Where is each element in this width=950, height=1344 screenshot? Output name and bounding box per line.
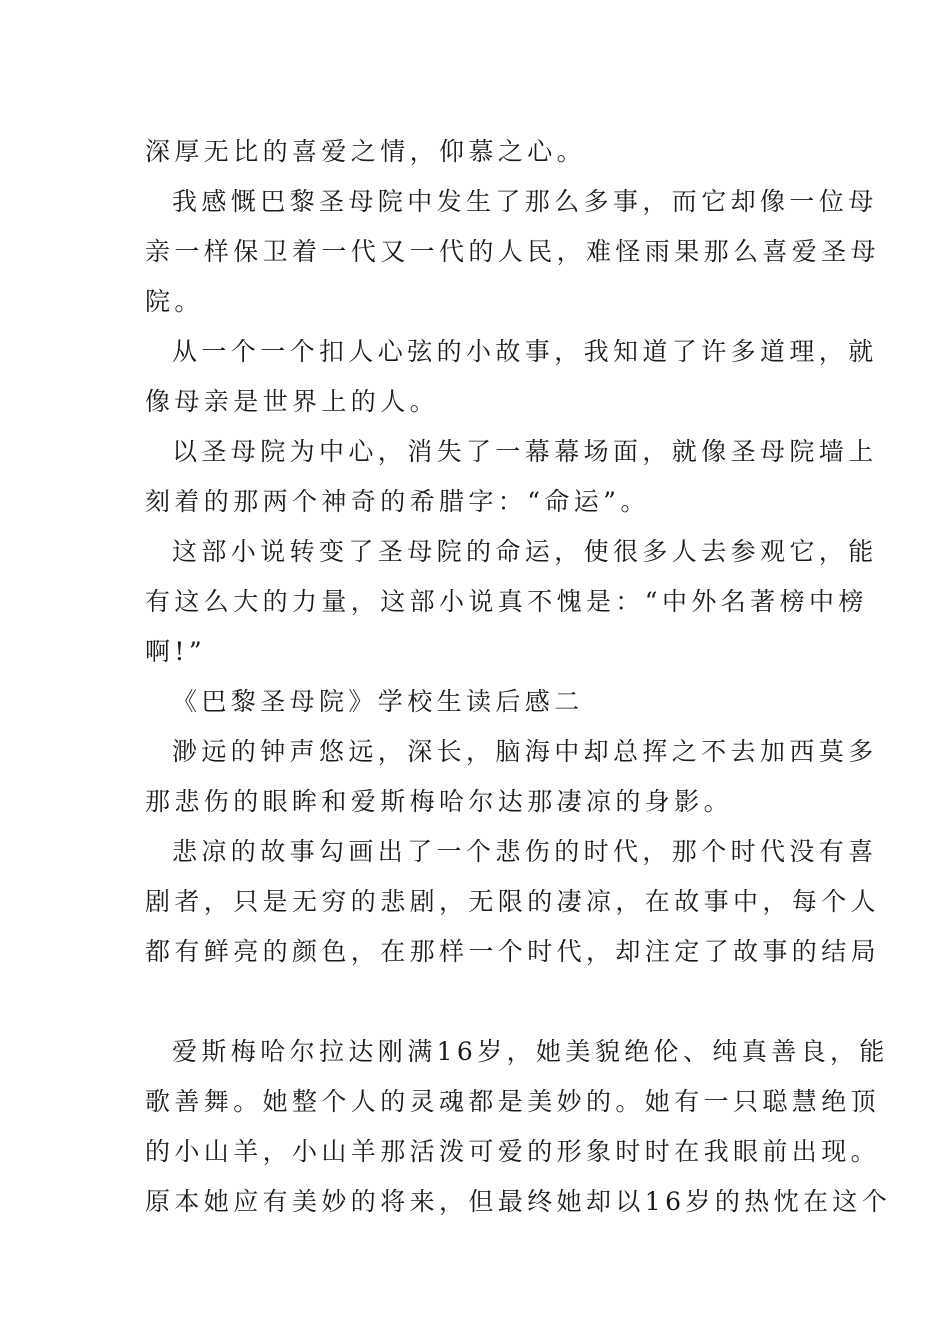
paragraph-start-line: 以圣母院为中心，消失了一幕幕场面，就像圣母院墙上 <box>172 437 878 466</box>
paragraph-start-line: 从一个一个扣人心弦的小故事，我知道了许多道理，就 <box>172 337 878 366</box>
paragraph-start-line: 我感慨巴黎圣母院中发生了那么多事，而它却像一位母 <box>172 187 878 216</box>
text-line: 刻着的那两个神奇的希腊字：“命运”。 <box>145 487 650 516</box>
paragraph-start-line: 渺远的钟声悠远，深长，脑海中却总挥之不去加西莫多 <box>172 737 878 766</box>
paragraph-start-line: 悲凉的故事勾画出了一个悲伤的时代，那个时代没有喜 <box>172 837 878 866</box>
section-heading: 《巴黎圣母院》学校生读后感二 <box>172 687 584 716</box>
text-line: 原本她应有美妙的将来，但最终她却以16岁的热忱在这个 <box>145 1187 892 1216</box>
text-line: 那悲伤的眼眸和爱斯梅哈尔达那凄凉的身影。 <box>145 787 734 816</box>
text-line: 剧者，只是无穷的悲剧，无限的凄凉，在故事中，每个人 <box>145 887 881 916</box>
text-line: 像母亲是世界上的人。 <box>145 387 440 416</box>
text-line: 啊!” <box>145 637 207 666</box>
text-line: 院。 <box>145 287 204 316</box>
text-line: 都有鲜亮的颜色，在那样一个时代，却注定了故事的结局 <box>145 937 881 966</box>
text-line: 歌善舞。她整个人的灵魂都是美妙的。她有一只聪慧绝顶 <box>145 1087 881 1116</box>
text-line: 亲一样保卫着一代又一代的人民，难怪雨果那么喜爱圣母 <box>145 237 881 266</box>
paragraph-start-line: 爱斯梅哈尔拉达刚满16岁，她美貌绝伦、纯真善良，能 <box>172 1037 889 1066</box>
text-line: 有这么大的力量，这部小说真不愧是：“中外名著榜中榜 <box>145 587 868 616</box>
text-line: 的小山羊，小山羊那活泼可爱的形象时时在我眼前出现。 <box>145 1137 881 1166</box>
paragraph-start-line: 这部小说转变了圣母院的命运，使很多人去参观它，能 <box>172 537 878 566</box>
text-line: 深厚无比的喜爱之情，仰慕之心。 <box>145 137 587 166</box>
